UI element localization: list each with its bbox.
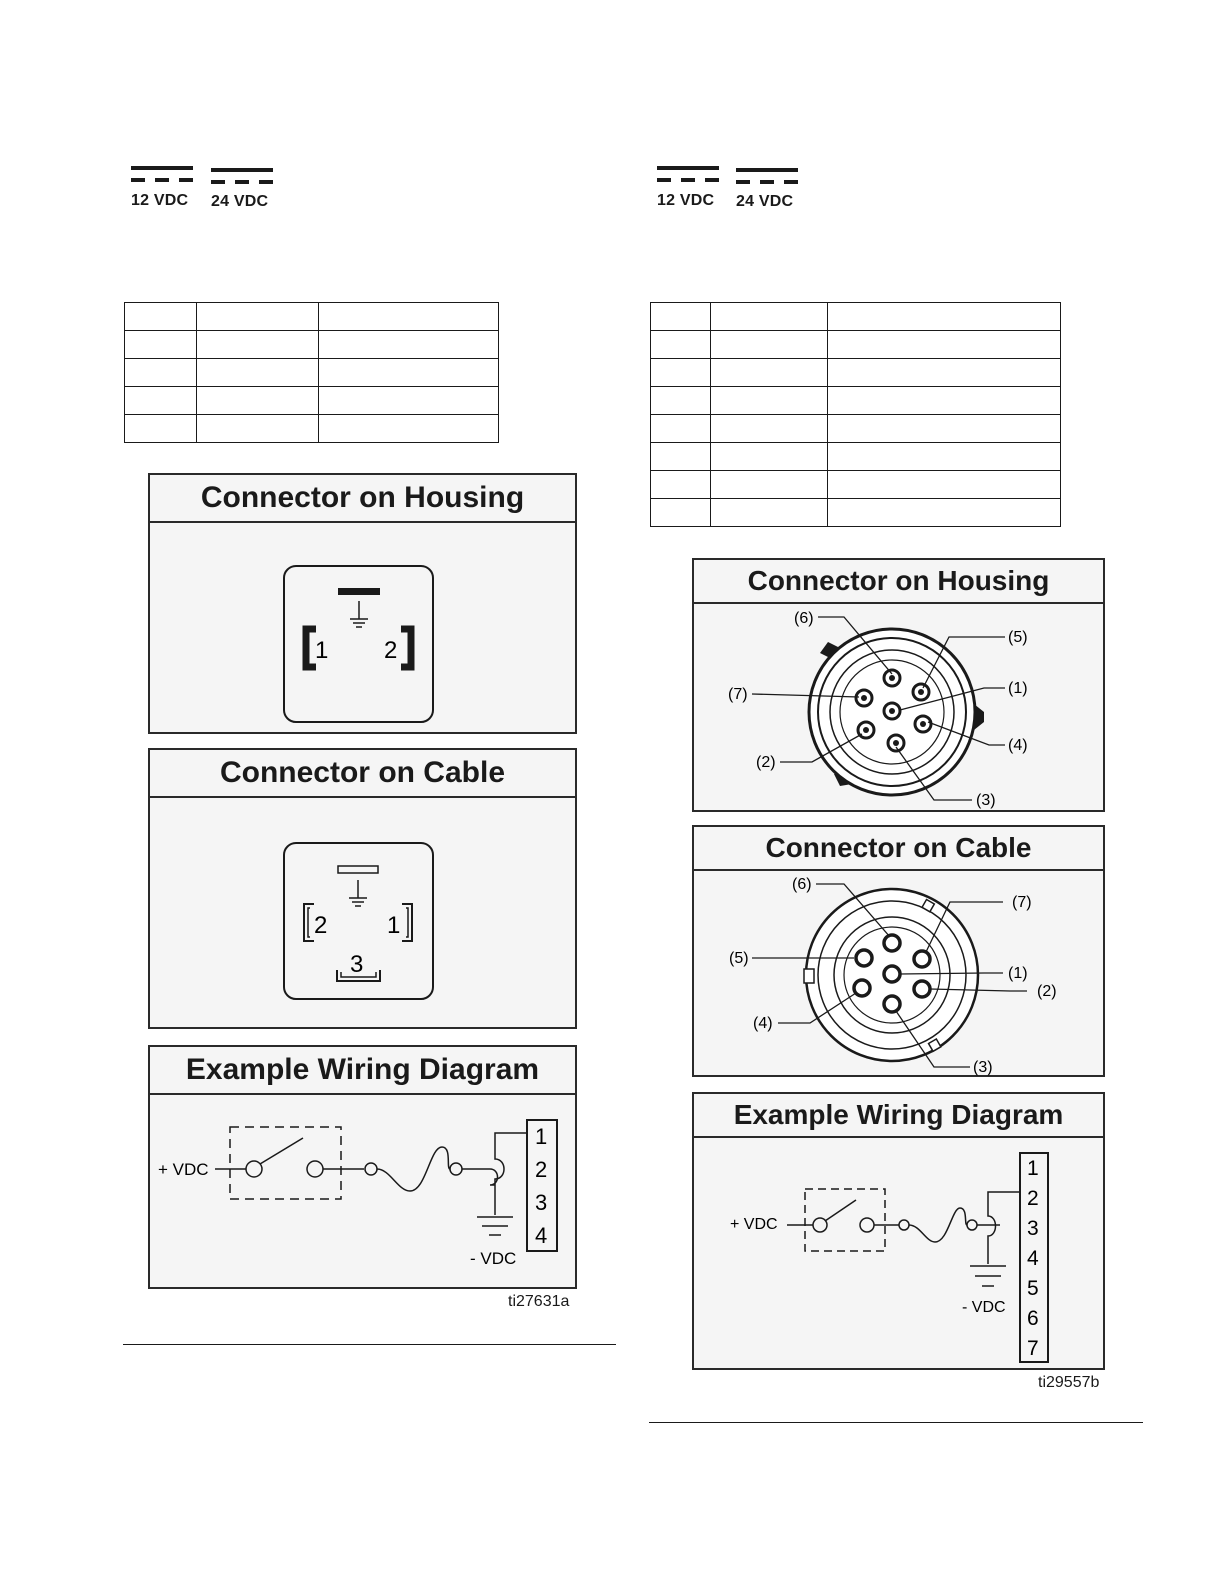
panel-title: Connector on Housing — [150, 475, 575, 523]
panel-title: Connector on Cable — [694, 827, 1103, 871]
housing-callout-2: (2) — [756, 754, 776, 771]
wire-squiggle — [909, 1208, 967, 1242]
panel-title: Connector on Cable — [150, 750, 575, 798]
cable-callout-5: (5) — [729, 950, 749, 967]
housing-connector-panel-right — [692, 558, 1105, 812]
cable-callout-2: (2) — [1037, 983, 1057, 1000]
wiring-diagram-panel-left — [148, 1045, 577, 1289]
terminal-2: 2 — [535, 1157, 548, 1182]
pin-table-right — [650, 302, 1061, 527]
housing-callout-5: (5) — [1008, 629, 1028, 646]
housing-connector-diagram — [694, 604, 1103, 812]
terminal-7: 7 — [1027, 1337, 1039, 1360]
vdc-12-label-right: 12 VDC — [657, 192, 715, 209]
table-row — [125, 359, 499, 387]
table-row — [125, 331, 499, 359]
housing-pin-1: 1 — [315, 637, 329, 664]
wiring-schematic — [694, 1138, 1103, 1370]
cable-connector-panel-right — [692, 825, 1105, 1077]
figure-id-right: ti29557b — [1038, 1374, 1100, 1391]
terminal-2: 2 — [1027, 1187, 1039, 1210]
terminal-5: 5 — [1027, 1277, 1039, 1300]
cable-callout-4: (4) — [753, 1015, 773, 1032]
cable-connector-diagram — [150, 798, 575, 1029]
switch-contact-left — [813, 1218, 827, 1232]
housing-connector-panel-left — [148, 473, 577, 734]
table-row — [651, 415, 1061, 443]
housing-callout-3: (3) — [976, 792, 996, 809]
switch-contact-right — [860, 1218, 874, 1232]
dc-symbol-24v-right — [736, 168, 800, 188]
housing-callout-1: (1) — [1008, 680, 1028, 697]
housing-callout-7: (7) — [728, 686, 748, 703]
cable-connector-diagram — [694, 871, 1103, 1077]
cable-callout-6: (6) — [792, 876, 812, 893]
vdc-24-label-right: 24 VDC — [736, 193, 794, 210]
minus-vdc-label: - VDC — [470, 1249, 517, 1268]
wiring-diagram-panel-right — [692, 1092, 1105, 1370]
table-row — [651, 499, 1061, 527]
terminal-3: 3 — [1027, 1217, 1039, 1240]
table-row — [125, 415, 499, 443]
dc-symbol-12v-right — [657, 166, 721, 186]
panel-title: Example Wiring Diagram — [150, 1047, 575, 1095]
table-row — [651, 387, 1061, 415]
vdc-24-label-left: 24 VDC — [211, 193, 269, 210]
table-row — [125, 303, 499, 331]
dc-symbol-12v-left — [131, 166, 195, 186]
divider-right — [649, 1422, 1143, 1423]
switch-contact-left — [246, 1161, 262, 1177]
switch-lever — [825, 1200, 856, 1221]
minus-vdc-label: - VDC — [962, 1299, 1006, 1316]
plus-vdc-label: + VDC — [158, 1160, 209, 1179]
pin-table-left — [124, 302, 499, 443]
cable-pin-3: 3 — [350, 951, 364, 978]
terminal-1: 1 — [1027, 1157, 1039, 1180]
table-row — [651, 303, 1061, 331]
table-row — [651, 359, 1061, 387]
table-row — [651, 331, 1061, 359]
cable-callout-3: (3) — [973, 1059, 993, 1076]
terminal-4: 4 — [1027, 1247, 1039, 1270]
plus-vdc-label: + VDC — [730, 1216, 778, 1233]
vdc-12-label-left: 12 VDC — [131, 192, 189, 209]
cable-connector-panel-left — [148, 748, 577, 1029]
table-row — [651, 471, 1061, 499]
housing-connector-diagram — [150, 523, 575, 734]
wiring-schematic — [150, 1095, 575, 1289]
panel-title: Connector on Housing — [694, 560, 1103, 604]
divider-left — [123, 1344, 616, 1345]
cable-callout-1: (1) — [1008, 965, 1028, 982]
wire-squiggle — [377, 1147, 450, 1191]
cable-pin-1: 1 — [387, 912, 401, 939]
housing-callout-4: (4) — [1008, 737, 1028, 754]
dc-symbol-24v-left — [211, 168, 275, 188]
terminal-1: 1 — [535, 1124, 548, 1149]
terminal-4: 4 — [535, 1223, 548, 1248]
terminal-6: 6 — [1027, 1307, 1039, 1330]
switch-lever — [260, 1138, 303, 1164]
housing-callout-6: (6) — [794, 610, 814, 627]
cable-callout-7: (7) — [1012, 894, 1032, 911]
switch-contact-right — [307, 1161, 323, 1177]
terminal-3: 3 — [535, 1190, 548, 1215]
panel-title: Example Wiring Diagram — [694, 1094, 1103, 1138]
table-row — [651, 443, 1061, 471]
cable-pin-2: 2 — [314, 912, 328, 939]
table-row — [125, 387, 499, 415]
figure-id-left: ti27631a — [508, 1293, 570, 1310]
housing-pin-2: 2 — [384, 637, 398, 664]
